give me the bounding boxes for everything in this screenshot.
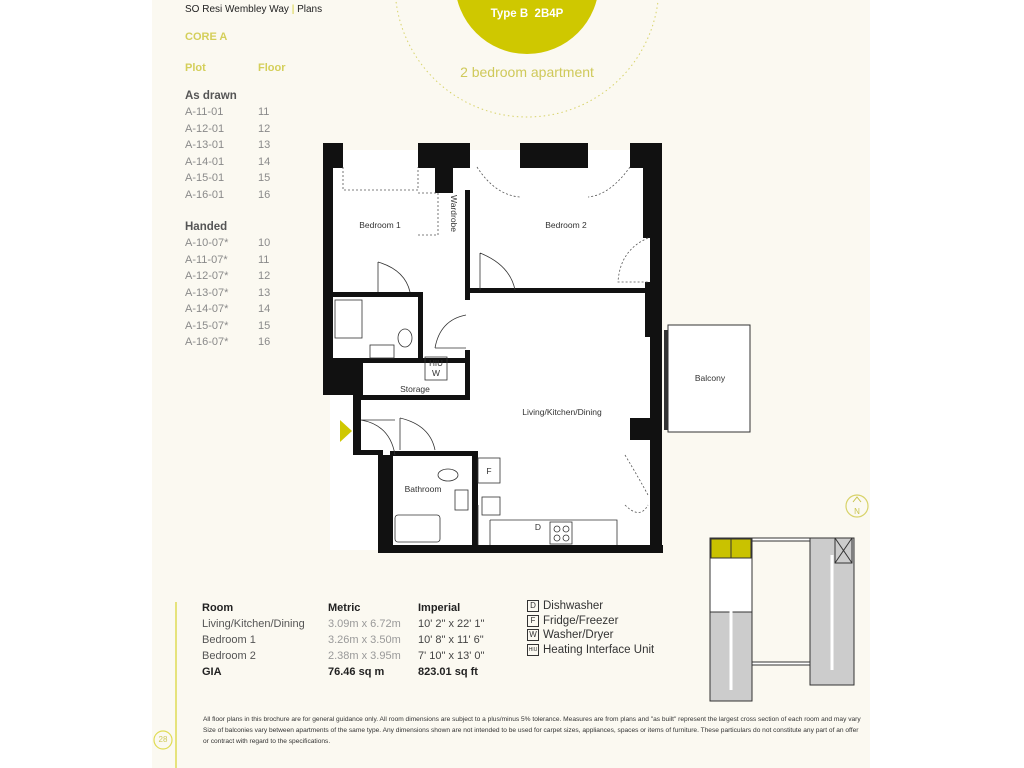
section-name: Plans <box>297 4 323 15</box>
floor-number: 13 <box>258 286 271 299</box>
room-name: Living/Kitchen/Dining <box>202 618 305 630</box>
floor-number: 14 <box>258 303 271 315</box>
plot-row <box>185 155 271 172</box>
gia-metric: 76.46 sq m <box>328 666 385 678</box>
breadcrumb-separator: | <box>291 4 295 15</box>
core-label: CORE A <box>185 31 228 43</box>
hiu-label: HIU <box>429 359 443 368</box>
legend-code: D <box>527 600 539 612</box>
plot-header: Plot <box>185 62 206 74</box>
room-imperial: 10' 2" x 22' 1" <box>418 618 485 630</box>
plot-id: A-16-01 <box>185 188 225 201</box>
plot-id: A-13-01 <box>185 139 225 151</box>
room-schedule <box>202 601 522 681</box>
floor-number: 16 <box>258 188 271 201</box>
disclaimer: All floor plans in this brochure are for general guidance only. All room dimensions are subject to a plus/minus 5% tolerance. Measures are from plans and "as built" represent the largest cross section of each room and may vary Size of balconies vary between apartments of the same type. Any dimensions shown are not intended to be used for carpet sizes, appliances, spaces or items of furniture. These particulars do not constitute any part of an offer or contract with regard to the specifications. <box>203 716 861 745</box>
floor-plan <box>323 143 750 553</box>
breadcrumb <box>185 4 322 15</box>
floor-number: 13 <box>258 139 271 151</box>
gia-label: GIA <box>202 666 222 678</box>
f-label: F <box>486 466 492 476</box>
col-room: Room <box>202 602 234 614</box>
legend-label: Washer/Dryer <box>543 629 614 641</box>
legend-item-fridge <box>527 615 654 627</box>
plot-id: A-10-07* <box>185 237 229 249</box>
legend-item-washer <box>527 629 654 641</box>
plot-row <box>185 139 271 155</box>
legend-label: Heating Interface Unit <box>543 643 655 656</box>
plot-id: A-16-07* <box>185 336 229 348</box>
plot-id: A-15-01 <box>185 172 225 184</box>
as-drawn-title: As drawn <box>185 90 237 102</box>
plot-id: A-13-07* <box>185 286 229 299</box>
plot-row <box>185 106 270 122</box>
room-label-living: Living/Kitchen/Dining <box>522 407 602 417</box>
plot-id: A-15-07* <box>185 319 229 332</box>
legend-item-hiu <box>527 644 654 656</box>
d-label: D <box>534 522 542 532</box>
legend-label: Fridge/Freezer <box>543 614 619 627</box>
plot-id: A-11-01 <box>185 106 224 118</box>
room-label-bedroom-1: Bedroom 1 <box>359 220 401 230</box>
room-label-bathroom: Bathroom <box>404 484 442 494</box>
key-plan <box>710 538 854 701</box>
w-label: W <box>431 368 441 378</box>
plot-id: A-14-01 <box>185 155 225 168</box>
plot-row <box>185 303 271 319</box>
brand-name: SO Resi Wembley Way <box>185 4 289 15</box>
legend-code: HIU <box>527 644 539 656</box>
north-compass-icon <box>846 495 868 517</box>
floor-number: 10 <box>258 237 271 249</box>
room-metric: 2.38m x 3.95m <box>328 650 401 662</box>
floor-number: 15 <box>258 319 271 332</box>
floor-header: Floor <box>258 62 286 74</box>
plot-row <box>185 253 270 270</box>
plot-row <box>185 172 271 188</box>
plot-row <box>185 237 271 253</box>
floor-number: 15 <box>258 172 271 184</box>
floor-number: 12 <box>258 270 271 282</box>
room-name: Bedroom 2 <box>202 650 256 662</box>
page-number: 28 <box>158 735 168 744</box>
svg-text:N: N <box>854 507 860 516</box>
legend-code: F <box>527 615 539 627</box>
floor-number: 12 <box>258 122 271 135</box>
plot-id: A-12-07* <box>185 270 229 282</box>
plot-id: A-11-07* <box>185 253 228 266</box>
plot-row <box>185 188 271 205</box>
room-name: Bedroom 1 <box>202 634 256 646</box>
room-label-storage: Storage <box>400 384 430 394</box>
floor-number: 11 <box>258 253 270 266</box>
room-label-wardrobe: Wardrobe <box>449 195 459 233</box>
unit-type: Type B 2B4P <box>490 8 564 20</box>
plot-row <box>185 336 271 352</box>
appliance-legend <box>527 600 654 656</box>
room-label-bedroom-2: Bedroom 2 <box>545 220 587 230</box>
gia-imperial: 823.01 sq ft <box>418 666 478 678</box>
plot-row <box>185 286 271 303</box>
room-imperial: 7' 10" x 13' 0" <box>418 650 485 662</box>
legend-item-dishwasher <box>527 600 654 612</box>
floor-number: 11 <box>258 106 270 118</box>
floor-number: 14 <box>258 155 271 168</box>
room-imperial: 10' 8" x 11' 6" <box>418 634 484 646</box>
plot-row <box>185 319 271 336</box>
unit-description: 2 bedroom apartment <box>460 64 594 80</box>
room-metric: 3.26m x 3.50m <box>328 634 401 646</box>
room-metric: 3.09m x 6.72m <box>328 618 401 630</box>
plot-id: A-14-07* <box>185 303 229 315</box>
handed-title: Handed <box>185 221 228 233</box>
col-imperial: Imperial <box>418 602 461 614</box>
plot-row <box>185 122 271 139</box>
legend-label: Dishwasher <box>543 600 604 612</box>
room-label-balcony: Balcony <box>694 373 726 383</box>
legend-code: W <box>527 629 539 641</box>
col-metric: Metric <box>328 602 361 614</box>
floor-number: 16 <box>258 336 271 348</box>
plot-row <box>185 270 271 286</box>
plot-id: A-12-01 <box>185 122 225 135</box>
